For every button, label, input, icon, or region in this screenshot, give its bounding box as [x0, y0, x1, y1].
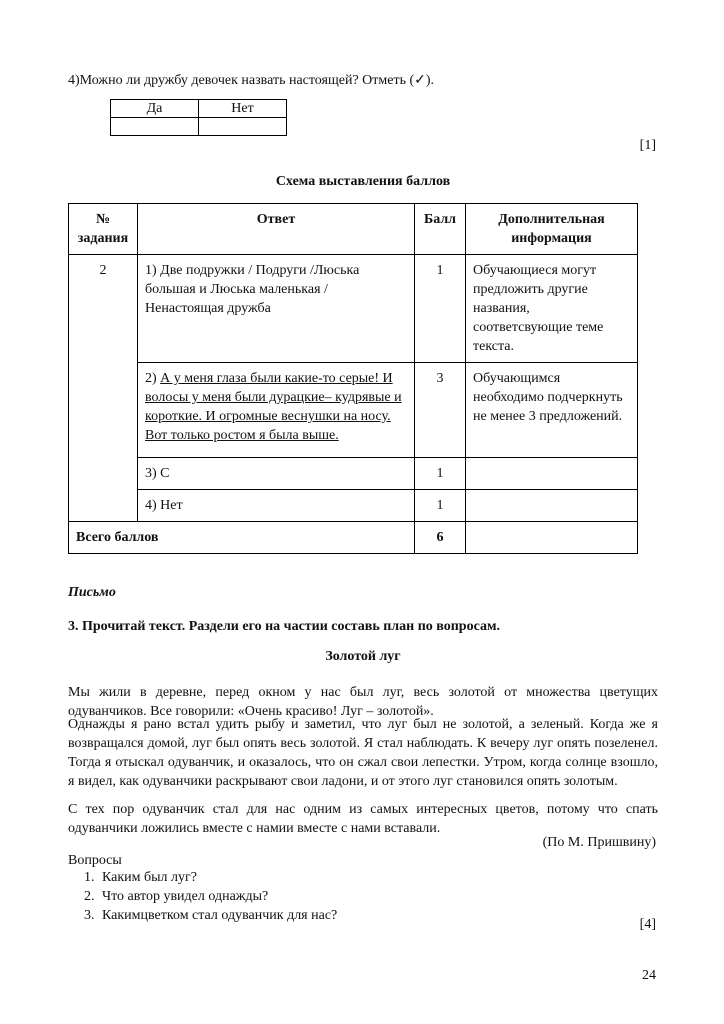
section-title: Письмо: [68, 585, 116, 600]
task-3-points: [4]: [639, 917, 656, 932]
text-title: Золотой луг: [325, 649, 401, 664]
questions-label: Вопросы: [68, 853, 122, 868]
list-item: 1. Каким был луг?: [98, 868, 598, 887]
page-number: 24: [642, 968, 656, 983]
header-info: Дополнительная информация: [466, 204, 638, 255]
header-score: Балл: [415, 204, 466, 255]
answer-cell: 1) Две подружки / Подруги /Люська большая и Люська маленькая / Ненастоящая дружба: [138, 255, 415, 363]
question-4-points: [1]: [639, 138, 656, 153]
info-cell: Обучающимся необходимо подчеркнуть не менее 3 предложений.: [466, 363, 638, 458]
answer-cell: [138, 363, 415, 458]
scoring-header-row: [69, 204, 638, 255]
info-cell: [466, 490, 638, 522]
yes-answer-cell[interactable]: [111, 118, 199, 136]
task-number-cell: 2: [69, 255, 138, 522]
answer-cell: 3) С: [138, 458, 415, 490]
total-label: Всего баллов: [69, 522, 415, 554]
no-answer-cell[interactable]: [199, 118, 287, 136]
underlined-sentences: А у меня глаза были какие-то серые! И волосы у меня были дурацкие– кудрявые и короткие. И огромные веснушки на носу. Вот только ростом я была выше.: [145, 371, 402, 443]
question-4-text: 4)Можно ли дружбу девочек назвать настоящей? Отметь (✓).: [68, 73, 435, 88]
score-cell: 1: [415, 255, 466, 363]
yes-no-table: [110, 99, 287, 136]
answer-prefix: 2): [145, 371, 161, 386]
table-row: [69, 363, 638, 458]
score-cell: 1: [415, 458, 466, 490]
info-cell: [466, 458, 638, 490]
total-row: [69, 522, 638, 554]
task-3-instruction: 3. Прочитай текст. Раздели его на частии составь план по вопросам.: [68, 619, 501, 634]
table-row: [69, 458, 638, 490]
questions-list: [68, 868, 598, 925]
score-cell: 3: [415, 363, 466, 458]
score-cell: 1: [415, 490, 466, 522]
yes-header: Да: [111, 100, 199, 118]
info-cell: Обучающиеся могут предложить другие названия, соответсвующие теме текста.: [466, 255, 638, 363]
text-paragraph-1: Мы жили в деревне, перед окном у нас был луг, весь золотой от множества цветущих одуванчиков. Все говорили: «Очень красиво! Луг – золотой».: [68, 685, 658, 719]
scoring-table: [68, 203, 638, 554]
total-value: 6: [415, 522, 466, 554]
no-header: Нет: [199, 100, 287, 118]
scheme-title: Схема выставления баллов: [275, 174, 451, 189]
header-answer: Ответ: [138, 204, 415, 255]
table-row: [69, 490, 638, 522]
list-item: 3. Какимцветком стал одуванчик для нас?: [98, 906, 598, 925]
text-paragraph-2: Однажды я рано встал удить рыбу и заметил, что луг был не золотой, а зеленый. Когда же я возвращался домой, луг был опять весь золотой. Я стал наблюдать. К вечеру луг опять позеленел. Тогда я отыскал одуванчик, и оказалось, что он сжал свои лепестки. Утром, когда солнце взошло, я видел, как одуванчики раскрывают свои ладони, и от этого луг становился опять золотым.: [68, 717, 658, 789]
header-task-number: № задания: [69, 204, 138, 255]
list-item: 2. Что автор увидел однажды?: [98, 887, 598, 906]
author-credit: (По М. Пришвину): [542, 835, 656, 850]
text-paragraph-3: С тех пор одуванчик стал для нас одним из самых интересных цветов, потому что спать одуванчики ложились вместе с намии вместе с нами вставали.: [68, 802, 658, 836]
table-row: [69, 255, 638, 363]
answer-cell: 4) Нет: [138, 490, 415, 522]
total-info-cell: [466, 522, 638, 554]
